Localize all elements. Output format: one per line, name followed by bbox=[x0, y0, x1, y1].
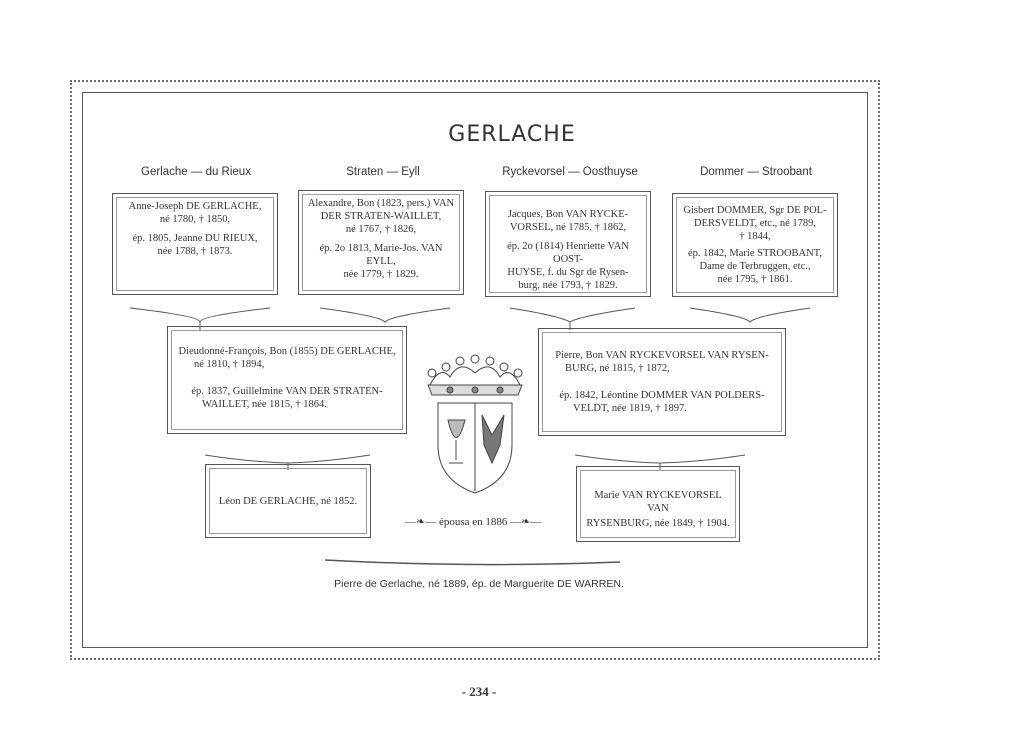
box-line: Jacques, Bon VAN RYCKE- bbox=[507, 209, 629, 220]
box-line: né 1780, † 1850, bbox=[159, 214, 231, 225]
box-dieudonne bbox=[167, 326, 407, 434]
box-line: DER STRATEN-WAILLET, bbox=[320, 211, 442, 222]
box-line: Dame de Terbruggen, etc., bbox=[699, 261, 811, 272]
box-line: VELDT, née 1819, † 1897. bbox=[573, 403, 687, 414]
box-line: Gisbert DOMMER, Sgr DE POL- bbox=[683, 205, 827, 216]
box-line: née 1795, † 1861. bbox=[717, 274, 793, 285]
box-line: RYSENBURG, née 1849, † 1904. bbox=[586, 518, 730, 529]
box-line: Pierre, Bon VAN RYCKEVORSEL VAN RYSEN- bbox=[555, 350, 769, 361]
box-line: née 1788, † 1873. bbox=[157, 246, 233, 257]
box-line: † 1844, bbox=[739, 231, 771, 242]
box-line: né 1767, † 1826, bbox=[345, 224, 417, 235]
box-line: HUYSE, f. du Sgr de Rysen- bbox=[507, 267, 629, 278]
box-line: BURG, né 1815, † 1872, bbox=[565, 363, 670, 374]
box-line: ép. 2o (1814) Henriette VAN OOST- bbox=[507, 241, 629, 265]
box-line: Marie VAN RYCKEVORSEL VAN bbox=[594, 490, 722, 514]
box-line: DERSVELDT, etc., né 1789, bbox=[694, 218, 816, 229]
box-line: burg, née 1793, † 1829. bbox=[518, 280, 618, 291]
column-heading-ryckevorsel-oosthuyse: Ryckevorsel — Oosthuyse bbox=[502, 166, 638, 178]
box-line: VORSEL, né 1785, † 1862, bbox=[509, 222, 627, 233]
page-title: GERLACHE bbox=[448, 122, 576, 147]
box-marie bbox=[576, 466, 740, 542]
coat-of-arms-icon bbox=[420, 345, 530, 495]
descendant-line: Pierre de Gerlache, né 1889, ép. de Marguerite DE WARREN. bbox=[334, 578, 624, 590]
box-line: née 1779, † 1829. bbox=[343, 269, 419, 280]
box-line: Alexandre, Bon (1823, pers.) VAN bbox=[307, 198, 455, 209]
box-line: WAILLET, née 1815, † 1864. bbox=[202, 399, 327, 410]
column-heading-dommer-stroobant: Dommer — Stroobant bbox=[700, 166, 812, 178]
box-line: ép. 1805, Jeanne DU RIEUX, bbox=[132, 233, 258, 244]
box-line: né 1810, † 1894, bbox=[194, 359, 265, 370]
column-heading-gerlache-rieux: Gerlache — du Rieux bbox=[141, 166, 251, 178]
page-number: - 234 - bbox=[461, 684, 497, 699]
box-line: Anne-Joseph DE GERLACHE, bbox=[128, 201, 262, 212]
column-heading-straten-eyll: Straten — Eyll bbox=[346, 166, 420, 178]
box-leon bbox=[205, 464, 371, 538]
box-line: ép. 1842, Léontine DOMMER VAN POLDERS- bbox=[559, 390, 765, 401]
box-line: ép. 2o 1813, Marie-Jos. VAN EYLL, bbox=[319, 243, 443, 267]
marriage-note: —❧— épousa en 1886 —❧— bbox=[405, 516, 542, 528]
box-line: Léon DE GERLACHE, né 1852. bbox=[218, 495, 358, 507]
box-line: Dieudonné-François, Bon (1855) DE GERLACHE, bbox=[178, 346, 396, 357]
box-line: ép. 1837, Guillelmine VAN DER STRATEN- bbox=[191, 386, 383, 397]
box-pierre bbox=[538, 328, 786, 436]
box-line: ép. 1842, Marie STROOBANT, bbox=[688, 248, 822, 259]
